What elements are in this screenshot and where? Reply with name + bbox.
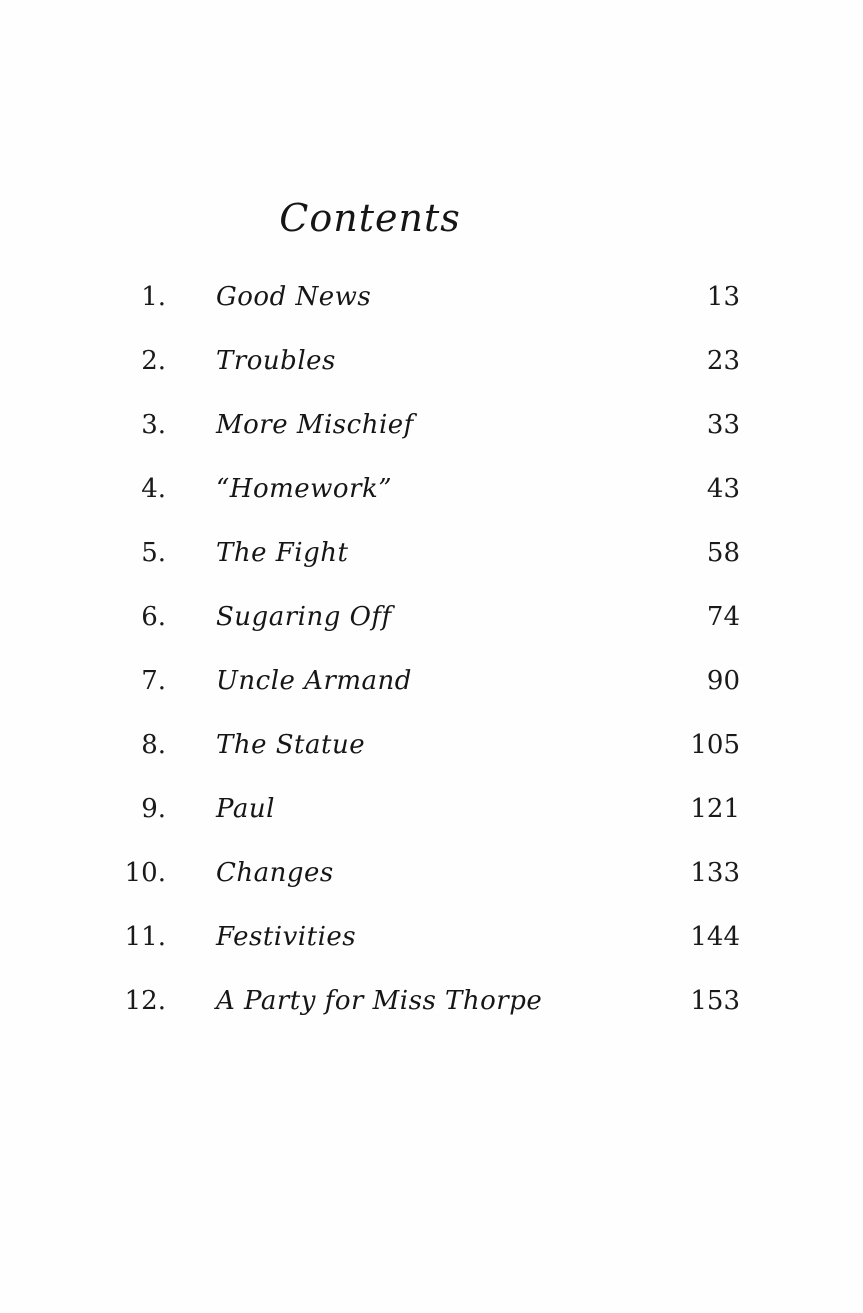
page-number: 153: [690, 986, 740, 1016]
chapter-number: 11.: [124, 922, 166, 952]
toc-row: [0, 649, 740, 713]
chapter-number: 10.: [124, 858, 166, 888]
toc-row: [0, 457, 740, 521]
page-number: 133: [690, 858, 740, 888]
toc-row: [0, 841, 740, 905]
page-number: 144: [690, 922, 740, 952]
chapter-title: Festivities: [216, 922, 357, 952]
chapter-title: Good News: [216, 282, 372, 312]
toc-row: [0, 713, 740, 777]
chapter-title: The Fight: [216, 538, 349, 568]
page-number: 13: [706, 282, 740, 312]
chapter-number: 9.: [141, 794, 166, 824]
chapter-number: 8.: [141, 730, 166, 760]
page-number: 90: [706, 666, 740, 696]
chapter-number: 3.: [141, 410, 166, 440]
toc-row: [0, 905, 740, 969]
chapter-number: 5.: [141, 538, 166, 568]
page-number: 43: [706, 474, 740, 504]
page-number: 23: [706, 346, 740, 376]
toc-row: [0, 521, 740, 585]
chapter-number: 1.: [141, 282, 166, 312]
chapter-title: Changes: [216, 858, 334, 888]
chapter-number: 4.: [141, 474, 166, 504]
chapter-number: 7.: [141, 666, 166, 696]
page-number: 33: [706, 410, 740, 440]
chapter-title: Uncle Armand: [216, 666, 412, 696]
toc-row: [0, 265, 740, 329]
chapter-title: Paul: [216, 794, 275, 824]
toc-list: [0, 265, 740, 1033]
chapter-title: Sugaring Off: [216, 602, 392, 632]
page-number: 105: [690, 730, 740, 760]
chapter-title: The Statue: [216, 730, 366, 760]
page-number: 74: [706, 602, 740, 632]
chapter-title: A Party for Miss Thorpe: [216, 986, 543, 1016]
toc-row: [0, 777, 740, 841]
page-number: 121: [690, 794, 740, 824]
chapter-title: More Mischief: [216, 410, 414, 440]
chapter-title: “Homework”: [216, 474, 393, 504]
toc-row: [0, 329, 740, 393]
chapter-number: 6.: [141, 602, 166, 632]
toc-row: [0, 969, 740, 1033]
page-title: Contents: [279, 196, 461, 240]
chapter-number: 12.: [124, 986, 166, 1016]
toc-row: [0, 585, 740, 649]
chapter-title: Troubles: [216, 346, 336, 376]
toc-row: [0, 393, 740, 457]
chapter-number: 2.: [141, 346, 166, 376]
page-number: 58: [706, 538, 740, 568]
